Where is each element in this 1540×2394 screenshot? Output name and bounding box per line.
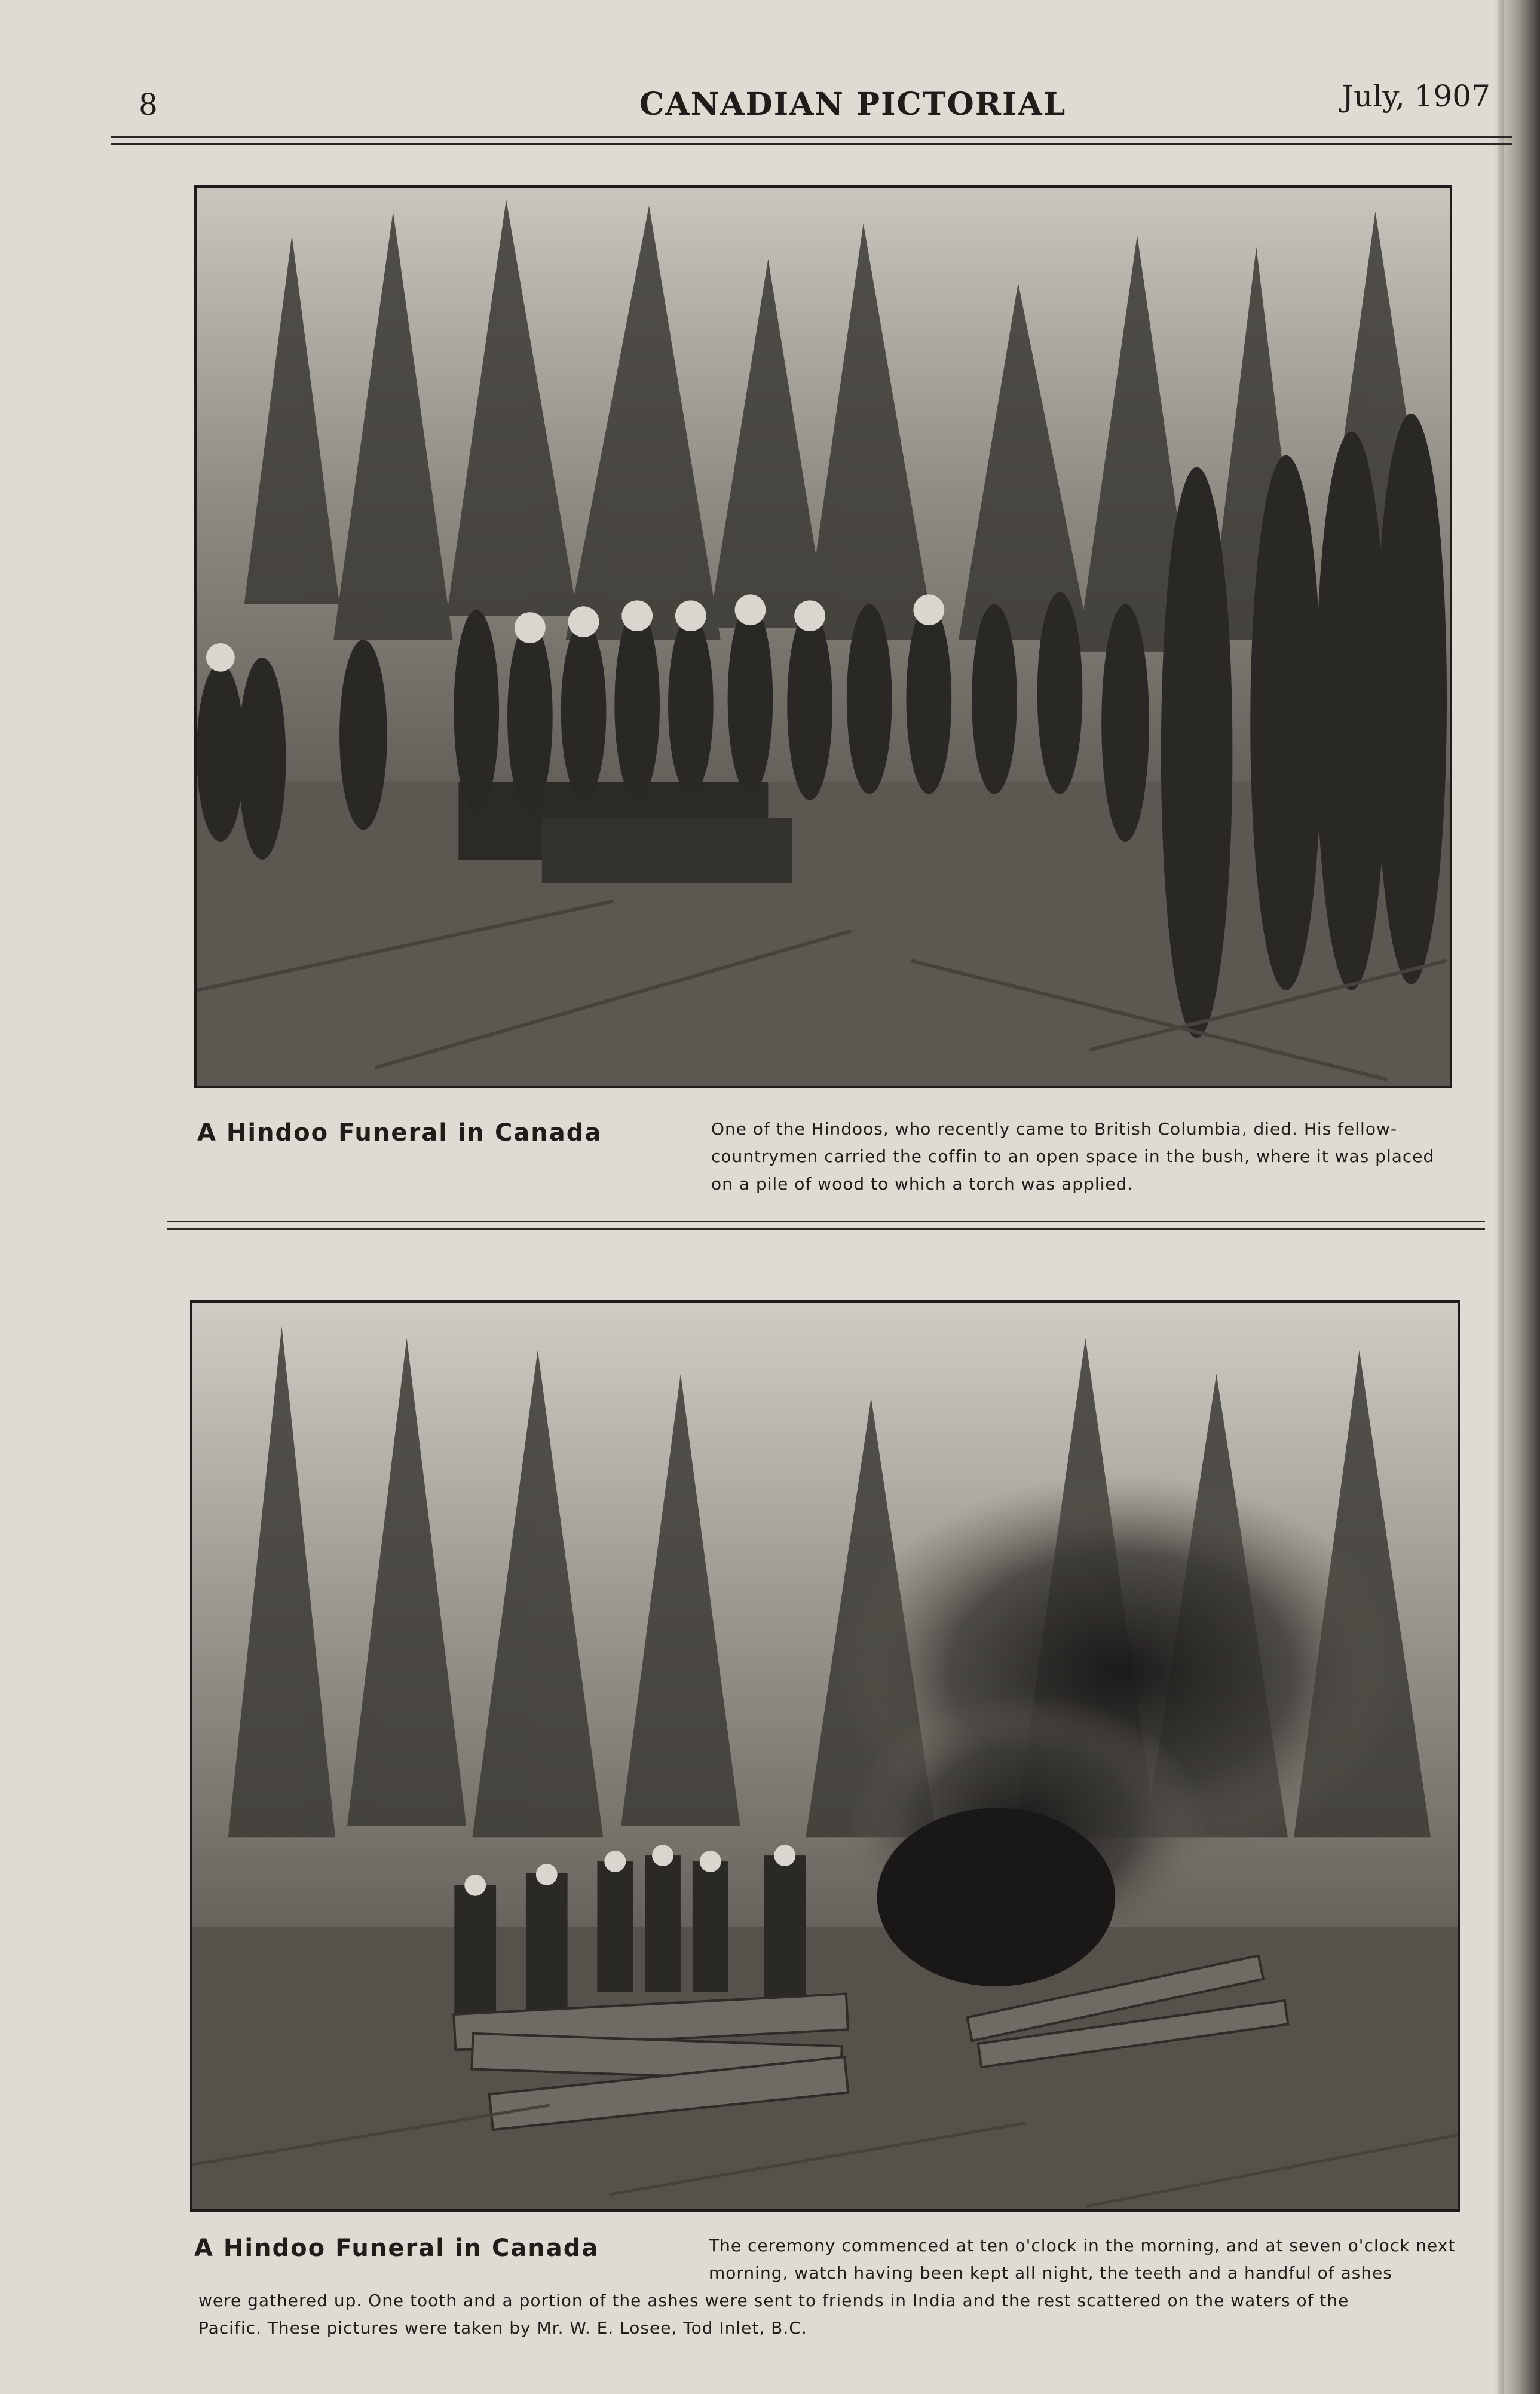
caption-2-line-2: morning, watch having been kept all night, the teeth and a handful of ashes — [709, 2263, 1392, 2283]
funeral-pyre-photo — [190, 1300, 1460, 2212]
publication-title: CANADIAN PICTORIAL — [639, 86, 1067, 123]
caption-text-1 — [711, 1115, 1434, 1198]
issue-date: July, 1907 — [1342, 79, 1490, 114]
funeral-gathering-image — [197, 188, 1450, 1086]
caption-1-line-1: One of the Hindoos, who recently came to British Columbia, died. His fellow- — [711, 1119, 1397, 1139]
caption-1-line-3: on a pile of wood to which a torch was applied. — [711, 1174, 1134, 1194]
caption-text-2-continued — [198, 2287, 1349, 2342]
header-rule-top — [111, 136, 1512, 138]
divider-rule-top — [167, 1221, 1485, 1222]
caption-2-line-1: The ceremony commenced at ten o'clock in the morning, and at seven o'clock next — [709, 2236, 1456, 2255]
divider-rule-bottom — [167, 1228, 1485, 1230]
caption-2-line-4: Pacific. These pictures were taken by Mr. W. E. Losee, Tod Inlet, B.C. — [198, 2318, 807, 2338]
caption-2-line-3: were gathered up. One tooth and a portion of the ashes were sent to friends in India and the rest scattered on the waters of the — [198, 2291, 1349, 2310]
funeral-gathering-photo — [194, 185, 1452, 1088]
page-number: 8 — [139, 87, 158, 122]
book-spine-shadow — [1498, 0, 1540, 2394]
funeral-pyre-image — [192, 1303, 1458, 2209]
caption-text-2 — [709, 2232, 1455, 2287]
caption-title-1: A Hindoo Funeral in Canada — [197, 1119, 602, 1146]
page-curl-shadow — [1493, 0, 1504, 2394]
caption-title-2: A Hindoo Funeral in Canada — [194, 2234, 599, 2262]
caption-1-line-2: countrymen carried the coffin to an open space in the bush, where it was placed — [711, 1146, 1435, 1166]
header-rule-bottom — [111, 143, 1512, 145]
